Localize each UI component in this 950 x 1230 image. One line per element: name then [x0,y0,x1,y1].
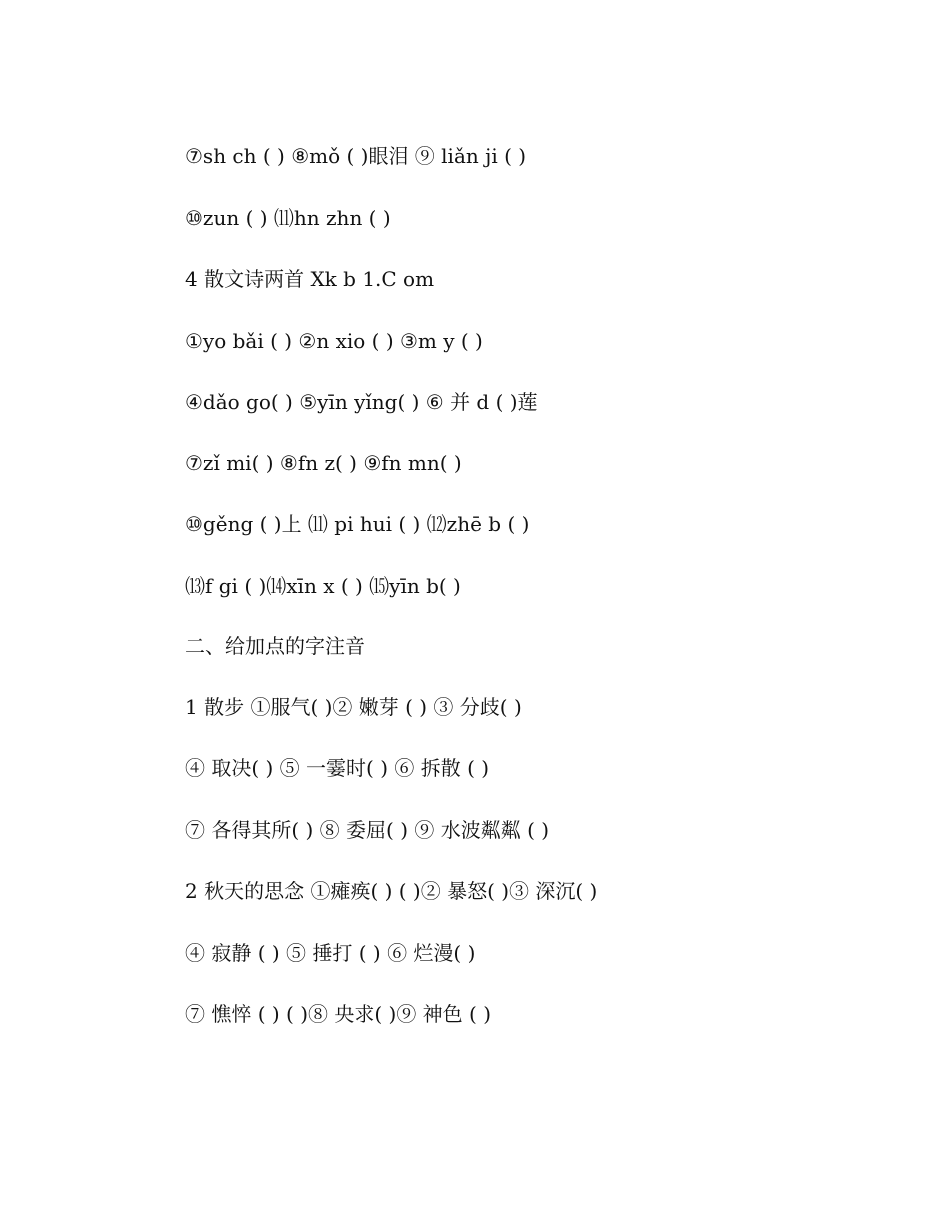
line-3-section-heading: 4 散文诗两首 Xk b 1.C om [185,267,435,291]
line-15: ⑦ 憔悴 ( ) ( )⑧ 央求( )⑨ 神色 ( ) [185,1002,491,1026]
line-12: ⑦ 各得其所( ) ⑧ 委屈( ) ⑨ 水波粼粼 ( ) [185,818,550,842]
line-14: ④ 寂静 ( ) ⑤ 捶打 ( ) ⑥ 烂漫( ) [185,941,476,965]
line-13: 2 秋天的思念 ①瘫痪( ) ( )② 暴怒( )③ 深沉( ) [185,879,598,903]
line-6: ⑦zǐ mi( ) ⑧fn z( ) ⑨fn mn( ) [185,451,462,475]
line-10: 1 散步 ①服气( )② 嫩芽 ( ) ③ 分歧( ) [185,695,522,719]
line-8: ⒀f gi ( )⒁xīn x ( ) ⒂yīn b( ) [185,574,461,598]
part-two-heading: 二、给加点的字注音 [185,634,365,658]
line-2: ⑩zun ( ) ⑾hn zhn ( ) [185,206,391,230]
line-11: ④ 取决( ) ⑤ 一霎时( ) ⑥ 拆散 ( ) [185,756,490,780]
line-4: ①yo bǎi ( ) ②n xio ( ) ③m y ( ) [185,329,483,353]
line-1: ⑦sh ch ( ) ⑧mǒ ( )眼泪 ⑨ liǎn ji ( ) [185,144,527,168]
line-5: ④dǎo go( ) ⑤yīn yǐng( ) ⑥ 并 d ( )莲 [185,390,538,414]
line-7: ⑩gěng ( )上 ⑾ pi hui ( ) ⑿zhē b ( ) [185,512,530,536]
